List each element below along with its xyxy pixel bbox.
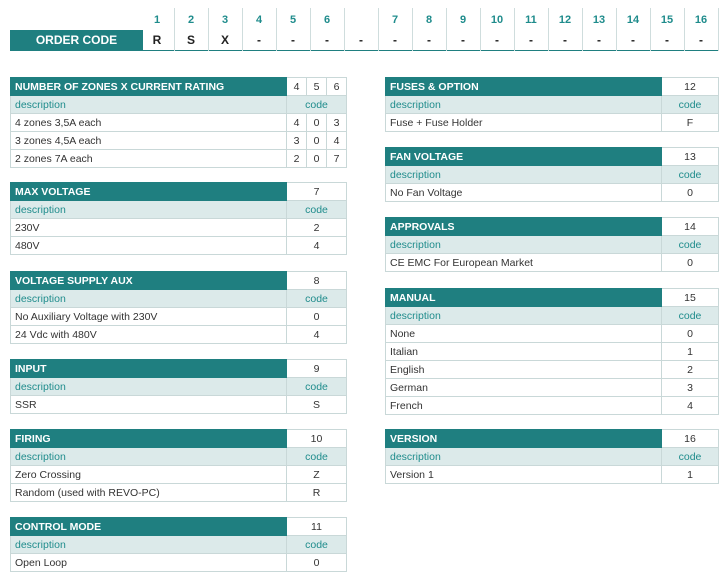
approvals-code-header: code — [662, 236, 719, 254]
control-mode-code-header: code — [287, 536, 347, 554]
max-voltage-row — [11, 237, 347, 255]
input-position: 9 — [287, 360, 347, 378]
fuses-option-row — [386, 114, 719, 132]
approvals-row — [386, 254, 719, 272]
order-code-value: - — [257, 33, 261, 47]
zones-position-5: 5 — [307, 78, 327, 96]
order-code-position-separator — [344, 10, 378, 30]
firing-row — [11, 466, 347, 484]
approvals-description-header: description — [386, 236, 662, 254]
fuses-option-table — [385, 77, 719, 132]
order-code-position-6: 6 — [323, 14, 331, 26]
zones-title: NUMBER OF ZONES X CURRENT RATING — [11, 78, 287, 96]
order-code-label: ORDER CODE — [10, 30, 143, 51]
order-code-value: R — [152, 33, 162, 47]
max-voltage-title: MAX VOLTAGE — [11, 183, 287, 201]
manual-row — [386, 361, 719, 379]
zones-row-desc: 4 zones 3,5A each — [11, 114, 287, 132]
control-mode-title: CONTROL MODE — [11, 518, 287, 536]
fan-voltage-row — [386, 184, 719, 202]
version-row — [386, 466, 719, 484]
order-code-value: S — [186, 33, 195, 47]
fan-voltage-title: FAN VOLTAGE — [386, 148, 662, 166]
input-row — [11, 396, 347, 414]
voltage-supply-aux-row-desc: No Auxiliary Voltage with 230V — [11, 308, 287, 326]
firing-position: 10 — [287, 430, 347, 448]
order-code-value: - — [597, 33, 601, 47]
order-code-position-14: 14 — [626, 14, 640, 26]
input-description-header: description — [11, 378, 287, 396]
manual-row-code: 4 — [662, 397, 719, 415]
input-title: INPUT — [11, 360, 287, 378]
approvals-row-desc: CE EMC For European Market — [386, 254, 662, 272]
input-row-desc: SSR — [11, 396, 287, 414]
approvals-table — [385, 217, 719, 272]
manual-row — [386, 343, 719, 361]
approvals-title: APPROVALS — [386, 218, 662, 236]
firing-row-code: Z — [287, 466, 347, 484]
firing-row-desc: Zero Crossing — [11, 466, 287, 484]
zones-row-code-digit: 7 — [327, 150, 347, 168]
voltage-supply-aux-description-header: description — [11, 290, 287, 308]
fan-voltage-position: 13 — [662, 148, 719, 166]
version-description-header: description — [386, 448, 662, 466]
manual-title: MANUAL — [386, 289, 662, 307]
version-table — [385, 429, 719, 484]
zones-position-4: 4 — [287, 78, 307, 96]
order-code-position-5: 5 — [289, 14, 297, 26]
manual-row-code: 1 — [662, 343, 719, 361]
fan-voltage-table — [385, 147, 719, 202]
fuses-option-row-desc: Fuse + Fuse Holder — [386, 114, 662, 132]
version-row-code: 1 — [662, 466, 719, 484]
firing-title: FIRING — [11, 430, 287, 448]
order-code-position-1: 1 — [153, 14, 161, 26]
version-title: VERSION — [386, 430, 662, 448]
order-code-value: - — [291, 33, 295, 47]
voltage-supply-aux-code-header: code — [287, 290, 347, 308]
firing-code-header: code — [287, 448, 347, 466]
fan-voltage-row-code: 0 — [662, 184, 719, 202]
order-code-position-10: 10 — [490, 14, 504, 26]
manual-row — [386, 325, 719, 343]
order-code-underline — [143, 50, 718, 51]
zones-row-desc: 2 zones 7A each — [11, 150, 287, 168]
order-code-position-9: 9 — [459, 14, 467, 26]
fuses-option-title: FUSES & OPTION — [386, 78, 662, 96]
firing-table — [10, 429, 347, 502]
zones-row-code-digit: 0 — [307, 132, 327, 150]
max-voltage-description-header: description — [11, 201, 287, 219]
order-code-value: - — [461, 33, 465, 47]
order-code-value: - — [665, 33, 669, 47]
order-code-value: - — [359, 33, 363, 47]
zones-row-code-digit: 0 — [307, 150, 327, 168]
order-code-divider — [718, 8, 719, 51]
zones-row-code-digit: 4 — [327, 132, 347, 150]
order-code-position-7: 7 — [391, 14, 399, 26]
voltage-supply-aux-row — [11, 308, 347, 326]
manual-row — [386, 379, 719, 397]
max-voltage-row — [11, 219, 347, 237]
control-mode-table — [10, 517, 347, 572]
approvals-row-code: 0 — [662, 254, 719, 272]
voltage-supply-aux-position: 8 — [287, 272, 347, 290]
manual-row-desc: Italian — [386, 343, 662, 361]
fuses-option-description-header: description — [386, 96, 662, 114]
version-row-desc: Version 1 — [386, 466, 662, 484]
voltage-supply-aux-title: VOLTAGE SUPPLY AUX — [11, 272, 287, 290]
input-code-header: code — [287, 378, 347, 396]
fan-voltage-code-header: code — [662, 166, 719, 184]
version-position: 16 — [662, 430, 719, 448]
voltage-supply-aux-row-desc: 24 Vdc with 480V — [11, 326, 287, 344]
order-code-position-13: 13 — [592, 14, 606, 26]
voltage-supply-aux-row-code: 0 — [287, 308, 347, 326]
version-code-header: code — [662, 448, 719, 466]
max-voltage-row-code: 4 — [287, 237, 347, 255]
fan-voltage-row-desc: No Fan Voltage — [386, 184, 662, 202]
zones-table — [10, 77, 347, 168]
control-mode-row-desc: Open Loop — [11, 554, 287, 572]
zones-row-desc: 3 zones 4,5A each — [11, 132, 287, 150]
order-code-value: - — [427, 33, 431, 47]
manual-row-code: 0 — [662, 325, 719, 343]
zones-position-6: 6 — [327, 78, 347, 96]
order-code-position-3: 3 — [221, 14, 229, 26]
manual-code-header: code — [662, 307, 719, 325]
order-code-value: - — [529, 33, 533, 47]
input-row-code: S — [287, 396, 347, 414]
order-code-position-4: 4 — [255, 14, 263, 26]
manual-row-desc: English — [386, 361, 662, 379]
order-code-value: - — [325, 33, 329, 47]
manual-row — [386, 397, 719, 415]
manual-description-header: description — [386, 307, 662, 325]
manual-row-code: 3 — [662, 379, 719, 397]
zones-row-code-digit: 0 — [307, 114, 327, 132]
control-mode-description-header: description — [11, 536, 287, 554]
fuses-option-code-header: code — [662, 96, 719, 114]
max-voltage-table — [10, 182, 347, 255]
zones-description-header: description — [11, 96, 287, 114]
manual-row-code: 2 — [662, 361, 719, 379]
zones-row-code-digit: 2 — [287, 150, 307, 168]
voltage-supply-aux-row — [11, 326, 347, 344]
manual-table — [385, 288, 719, 415]
manual-row-desc: French — [386, 397, 662, 415]
max-voltage-row-code: 2 — [287, 219, 347, 237]
order-code-value: - — [699, 33, 703, 47]
firing-description-header: description — [11, 448, 287, 466]
zones-row-code-digit: 3 — [327, 114, 347, 132]
voltage-supply-aux-table — [10, 271, 347, 344]
zones-row-code-digit: 3 — [287, 132, 307, 150]
fan-voltage-description-header: description — [386, 166, 662, 184]
firing-row-code: R — [287, 484, 347, 502]
control-mode-row-code: 0 — [287, 554, 347, 572]
order-code-value: - — [563, 33, 567, 47]
order-code-position-11: 11 — [525, 14, 537, 26]
firing-row-desc: Random (used with REVO-PC) — [11, 484, 287, 502]
approvals-position: 14 — [662, 218, 719, 236]
zones-row-code-digit: 4 — [287, 114, 307, 132]
order-code-value: - — [393, 33, 397, 47]
max-voltage-code-header: code — [287, 201, 347, 219]
max-voltage-row-desc: 480V — [11, 237, 287, 255]
max-voltage-row-desc: 230V — [11, 219, 287, 237]
order-code-position-12: 12 — [558, 14, 572, 26]
order-code-value: - — [495, 33, 499, 47]
control-mode-position: 11 — [287, 518, 347, 536]
firing-row — [11, 484, 347, 502]
manual-position: 15 — [662, 289, 719, 307]
voltage-supply-aux-row-code: 4 — [287, 326, 347, 344]
max-voltage-position: 7 — [287, 183, 347, 201]
fuses-option-row-code: F — [662, 114, 719, 132]
order-code-position-15: 15 — [660, 14, 674, 26]
manual-row-desc: None — [386, 325, 662, 343]
fuses-option-position: 12 — [662, 78, 719, 96]
zones-code-header: code — [287, 96, 347, 114]
order-code-position-2: 2 — [187, 14, 195, 26]
order-code-value: X — [220, 33, 229, 47]
order-code-position-16: 16 — [694, 14, 708, 26]
control-mode-row — [11, 554, 347, 572]
manual-row-desc: German — [386, 379, 662, 397]
input-table — [10, 359, 347, 414]
order-code-position-8: 8 — [425, 14, 433, 26]
order-code-value: - — [631, 33, 635, 47]
